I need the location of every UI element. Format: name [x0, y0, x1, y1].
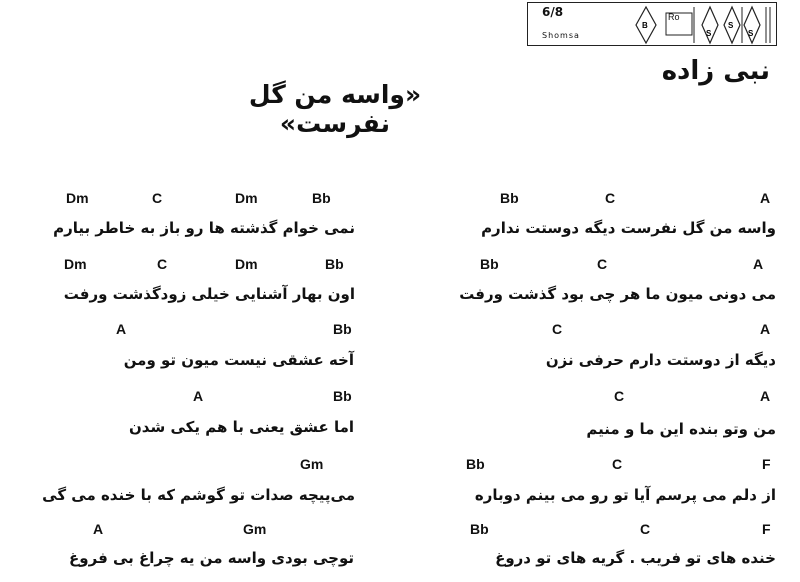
svg-text:S: S [728, 21, 734, 30]
lyric-line: می دونی میون ما هر چی بود گذشت ورفت [459, 285, 776, 303]
time-signature: 6/8 [542, 5, 564, 19]
chord: Bb [466, 456, 485, 472]
lyric-line: آخه عشقی نیست میون تو ومن [123, 351, 354, 369]
chord: C [612, 456, 623, 472]
chord: Bb [480, 256, 499, 272]
svg-text:S: S [706, 29, 712, 38]
chord: Bb [333, 388, 352, 404]
chord: C [157, 256, 168, 272]
chord: A [760, 190, 771, 206]
lyric-line: اون بهار آشنایی خیلی زودگذشت ورفت [63, 285, 355, 303]
chord: Dm [66, 190, 89, 206]
chord: C [614, 388, 625, 404]
chord: Dm [235, 256, 258, 272]
chord: Bb [470, 521, 489, 537]
chord: C [640, 521, 651, 537]
svg-text:S: S [748, 29, 754, 38]
chord: C [597, 256, 608, 272]
lyric-line: دیگه از دوستت دارم حرفی نزن [545, 351, 776, 369]
chord: A [93, 521, 104, 537]
lyric-line: واسه من گل نفرست دیگه دوستت ندارم [481, 219, 776, 237]
lyric-line: خنده های تو فریب . گریه های تو دروغ [495, 549, 776, 567]
chord: Gm [300, 456, 324, 472]
lyric-line: اما عشق یعنی با هم یکی شدن [129, 418, 354, 436]
chord: C [552, 321, 563, 337]
chord: Bb [325, 256, 344, 272]
chord: Dm [235, 190, 258, 206]
chord: F [762, 521, 771, 537]
rhythm-cell-text: Ro [668, 12, 680, 22]
lyric-line: من وتو بنده این ما و منیم [586, 420, 776, 438]
chord: A [116, 321, 127, 337]
chord: Bb [500, 190, 519, 206]
song-title: «واسه من گل نفرست» [248, 80, 422, 138]
lyric-line: توچی بودی واسه من یه چراغ بی فروغ [69, 549, 354, 567]
rhythm-pattern-icon [630, 4, 776, 46]
svg-text:B: B [642, 21, 648, 30]
chord: A [760, 388, 771, 404]
chord: C [605, 190, 616, 206]
lyric-line: می‌پیچه صدات تو گوشم که با خنده می گی [42, 486, 355, 504]
lyric-line: از دلم می پرسم آیا تو رو می بینم دوباره [474, 486, 776, 504]
chord: Dm [64, 256, 87, 272]
composer-name: نبی زاده [661, 56, 770, 86]
chord: Gm [243, 521, 267, 537]
rhythm-label: Shomsa [542, 31, 580, 40]
lyric-line: نمی خوام گذشته ها رو باز به خاطر بیارم [53, 219, 355, 237]
chord: A [193, 388, 204, 404]
chord: Bb [312, 190, 331, 206]
chord: A [753, 256, 764, 272]
chord: A [760, 321, 771, 337]
chord: F [762, 456, 771, 472]
rhythm-box [527, 2, 777, 46]
chord: Bb [333, 321, 352, 337]
chord: C [152, 190, 163, 206]
